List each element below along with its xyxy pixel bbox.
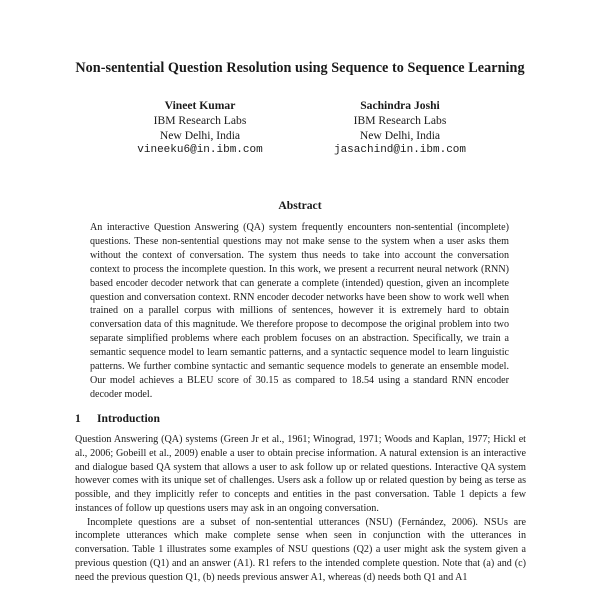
abstract-heading: Abstract: [278, 199, 322, 212]
intro-paragraph: Question Answering (QA) systems (Green Jr et al., 1961; Winograd, 1971; Woods and Kaplan, 1977; Hickl et al., 2006; Gobeill et al., 2009) enable a user to obtain precise information. A natural extension is an interactive and dialogue based QA system that allows a user to ask follow up or related questions. Interactive QA system however comes with its unique set of challenges. Users ask a follow up or related question by being as terse as possible, and they implicitly refer to concepts and entities in the past conversation. Table 1 depicts a few instances of follow up questions users may ask in an ongoing conversation.: [75, 434, 526, 514]
section-number: 1: [75, 412, 81, 425]
author-block-2: [300, 98, 500, 158]
paper-title: Non-sentential Question Resolution using Sequence to Sequence Learning: [75, 60, 525, 76]
author-email: vineeku6@in.ibm.com: [137, 144, 263, 156]
author-email: jasachind@in.ibm.com: [333, 144, 467, 156]
abstract-text: An interactive Question Answering (QA) system frequently encounters non-sentential (incomplete) questions. These non-sentential questions may not make sense to the system when a user asks them without the context of conversation. The system thus needs to take into account the conversation context to process the incomplete question. In this work, we present a recurrent neural network (RNN) based encoder decoder network that can generate a complete (intended) question, given an incomplete question and conversation context. RNN encoder decoder networks have been show to work well when trained on a parallel corpus with millions of sentences, however it is extremely hard to obtain conversation data of this magnitude. We therefore propose to decompose the original problem into two separate simplified problems where each problem focuses on an abstraction. Specifically, we train a semantic sequence model to learn semantic patterns, and a syntactic sequence model to learn linguistic patterns. We further combine syntactic and semantic sequence models to generate an ensemble model. Our model achieves a BLEU score of 30.15 as compared to 18.54 using a standard RNN encoder decoder model.: [90, 222, 509, 400]
author-name: Sachindra Joshi: [360, 99, 440, 112]
author-affiliation: IBM Research Labs: [153, 114, 247, 127]
intro-paragraph: Incomplete questions are a subset of non-sentential utterances (NSU) (Fernández, 2006). NSUs are incomplete utterances which make complete sense when seen in conjunction with the utterances in conversation. Table 1 illustrates some examples of NSU questions (Q2) a user might ask the system given a previous question (Q1) and an answer (A1). R1 refers to the intended complete question. Note that (a) and (c) need the previous question Q1, (b) needs previous answer A1, whereas (d) needs both Q1 and A1: [75, 516, 526, 583]
introduction-body: [75, 433, 526, 584]
author-name: Vineet Kumar: [164, 99, 236, 112]
section-title: Introduction: [97, 412, 160, 425]
section-heading: [75, 412, 160, 425]
author-location: New Delhi, India: [359, 129, 441, 142]
author-location: New Delhi, India: [159, 129, 241, 142]
author-block-1: [100, 98, 300, 158]
author-affiliation: IBM Research Labs: [353, 114, 447, 127]
